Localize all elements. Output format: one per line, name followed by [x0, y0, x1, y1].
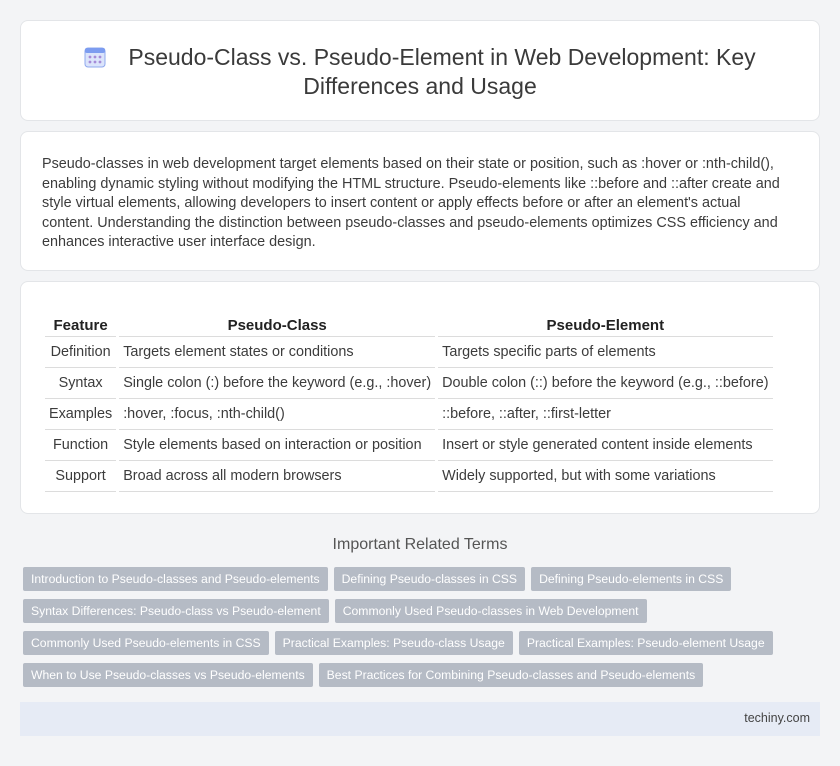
table-row — [45, 337, 773, 368]
pseudo-class-cell: Broad across all modern browsers — [119, 461, 435, 492]
table-row — [45, 368, 773, 399]
table-row — [45, 399, 773, 430]
footer — [20, 702, 820, 736]
tag-row — [23, 663, 803, 695]
feature-cell: Definition — [45, 337, 116, 368]
related-term-tag[interactable]: Practical Examples: Pseudo-class Usage — [275, 631, 513, 655]
intro-card — [20, 131, 820, 271]
related-term-tag[interactable]: Syntax Differences: Pseudo-class vs Pseudo-element — [23, 599, 329, 623]
table-row — [45, 461, 773, 492]
calendar-icon — [84, 46, 106, 68]
related-term-tag[interactable]: Commonly Used Pseudo-elements in CSS — [23, 631, 269, 655]
comparison-card — [20, 281, 820, 514]
footer-site-link[interactable]: techiny.com — [744, 711, 810, 725]
pseudo-element-cell: ::before, ::after, ::first-letter — [438, 399, 772, 430]
header-pseudo-class: Pseudo-Class — [119, 315, 435, 337]
table-header-row — [45, 315, 773, 337]
pseudo-class-cell: :hover, :focus, :nth-child() — [119, 399, 435, 430]
pseudo-class-cell: Single colon (:) before the keyword (e.g., :hover) — [119, 368, 435, 399]
pseudo-class-cell: Style elements based on interaction or position — [119, 430, 435, 461]
tag-row — [23, 599, 803, 631]
page-title: Pseudo-Class vs. Pseudo-Element in Web Development: Key Differences and Usage — [128, 44, 756, 99]
feature-cell: Syntax — [45, 368, 116, 399]
feature-cell: Examples — [45, 399, 116, 430]
page-title-wrap — [41, 43, 799, 101]
header-pseudo-element: Pseudo-Element — [438, 315, 772, 337]
tag-row — [23, 631, 803, 663]
intro-paragraph: Pseudo-classes in web development target elements based on their state or position, such as :hover or :nth-child(), enabling dynamic styling without modifying the HTML structure. Pseudo-elements like ::before and ::after create and style virtual elements, allowing developers to insert content or apply effects before or after an element's actual content. Understanding the distinction between pseudo-classes and pseudo-elements optimizes CSS efficiency and enhances interactive user interface design. — [42, 156, 780, 250]
related-terms-list — [23, 567, 803, 695]
related-term-tag[interactable]: Practical Examples: Pseudo-element Usage — [519, 631, 773, 655]
feature-cell: Support — [45, 461, 116, 492]
table-row — [45, 430, 773, 461]
related-term-tag[interactable]: Defining Pseudo-classes in CSS — [334, 567, 525, 591]
tag-row — [23, 567, 803, 599]
comparison-table — [42, 315, 776, 492]
related-term-tag[interactable]: Best Practices for Combining Pseudo-classes and Pseudo-elements — [319, 663, 704, 687]
related-term-tag[interactable]: Defining Pseudo-elements in CSS — [531, 567, 731, 591]
header-feature: Feature — [45, 315, 116, 337]
pseudo-class-cell: Targets element states or conditions — [119, 337, 435, 368]
pseudo-element-cell: Insert or style generated content inside elements — [438, 430, 772, 461]
related-term-tag[interactable]: Commonly Used Pseudo-classes in Web Development — [335, 599, 647, 623]
pseudo-element-cell: Targets specific parts of elements — [438, 337, 772, 368]
feature-cell: Function — [45, 430, 116, 461]
header-card — [20, 20, 820, 121]
pseudo-element-cell: Double colon (::) before the keyword (e.g., ::before) — [438, 368, 772, 399]
related-term-tag[interactable]: Introduction to Pseudo-classes and Pseudo-elements — [23, 567, 328, 591]
pseudo-element-cell: Widely supported, but with some variations — [438, 461, 772, 492]
related-terms-heading: Important Related Terms — [332, 536, 508, 553]
related-term-tag[interactable]: When to Use Pseudo-classes vs Pseudo-elements — [23, 663, 313, 687]
